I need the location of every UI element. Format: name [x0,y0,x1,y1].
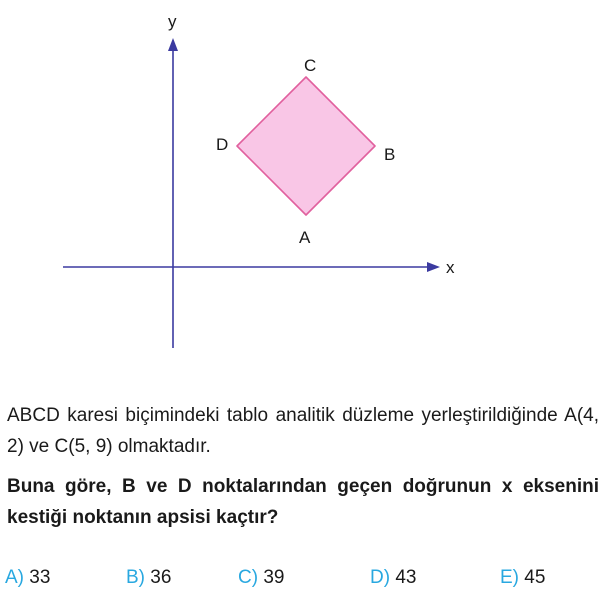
y-axis-label: y [168,12,177,31]
square-abcd [237,77,375,215]
x-axis-label: x [446,258,455,277]
point-d-label: D [216,135,229,154]
point-b-label: B [384,145,396,164]
y-axis-arrow-icon [168,38,178,51]
point-a-label: A [299,228,311,247]
choice-d-letter: D) [370,567,391,588]
question-text: ABCD karesi biçimindeki tablo analitik düzleme yerleştirildiğinde A(4, 2) ve C(5, 9) olmaktadır. [7,405,599,457]
choice-b-value: 36 [150,567,172,588]
choice-a[interactable] [5,567,50,589]
choice-d[interactable] [370,567,416,589]
x-axis-arrow-icon [427,262,440,272]
choice-e-value: 45 [524,567,546,588]
choice-d-value: 43 [395,567,417,588]
choice-c[interactable] [238,567,284,589]
question-block [7,400,599,533]
choice-c-value: 39 [263,567,285,588]
choice-b-letter: B) [126,567,145,588]
answer-choices [5,567,600,595]
choice-c-letter: C) [238,567,259,588]
question-prompt: Buna göre, B ve D noktalarından geçen doğrunun x eksenini kestiği noktanın apsisi kaçtır? [7,476,599,528]
choice-a-letter: A) [5,567,24,588]
choice-a-value: 33 [29,567,51,588]
point-c-label: C [304,56,317,75]
choice-b[interactable] [126,567,171,589]
choice-e-letter: E) [500,567,519,588]
choice-e[interactable] [500,567,545,589]
